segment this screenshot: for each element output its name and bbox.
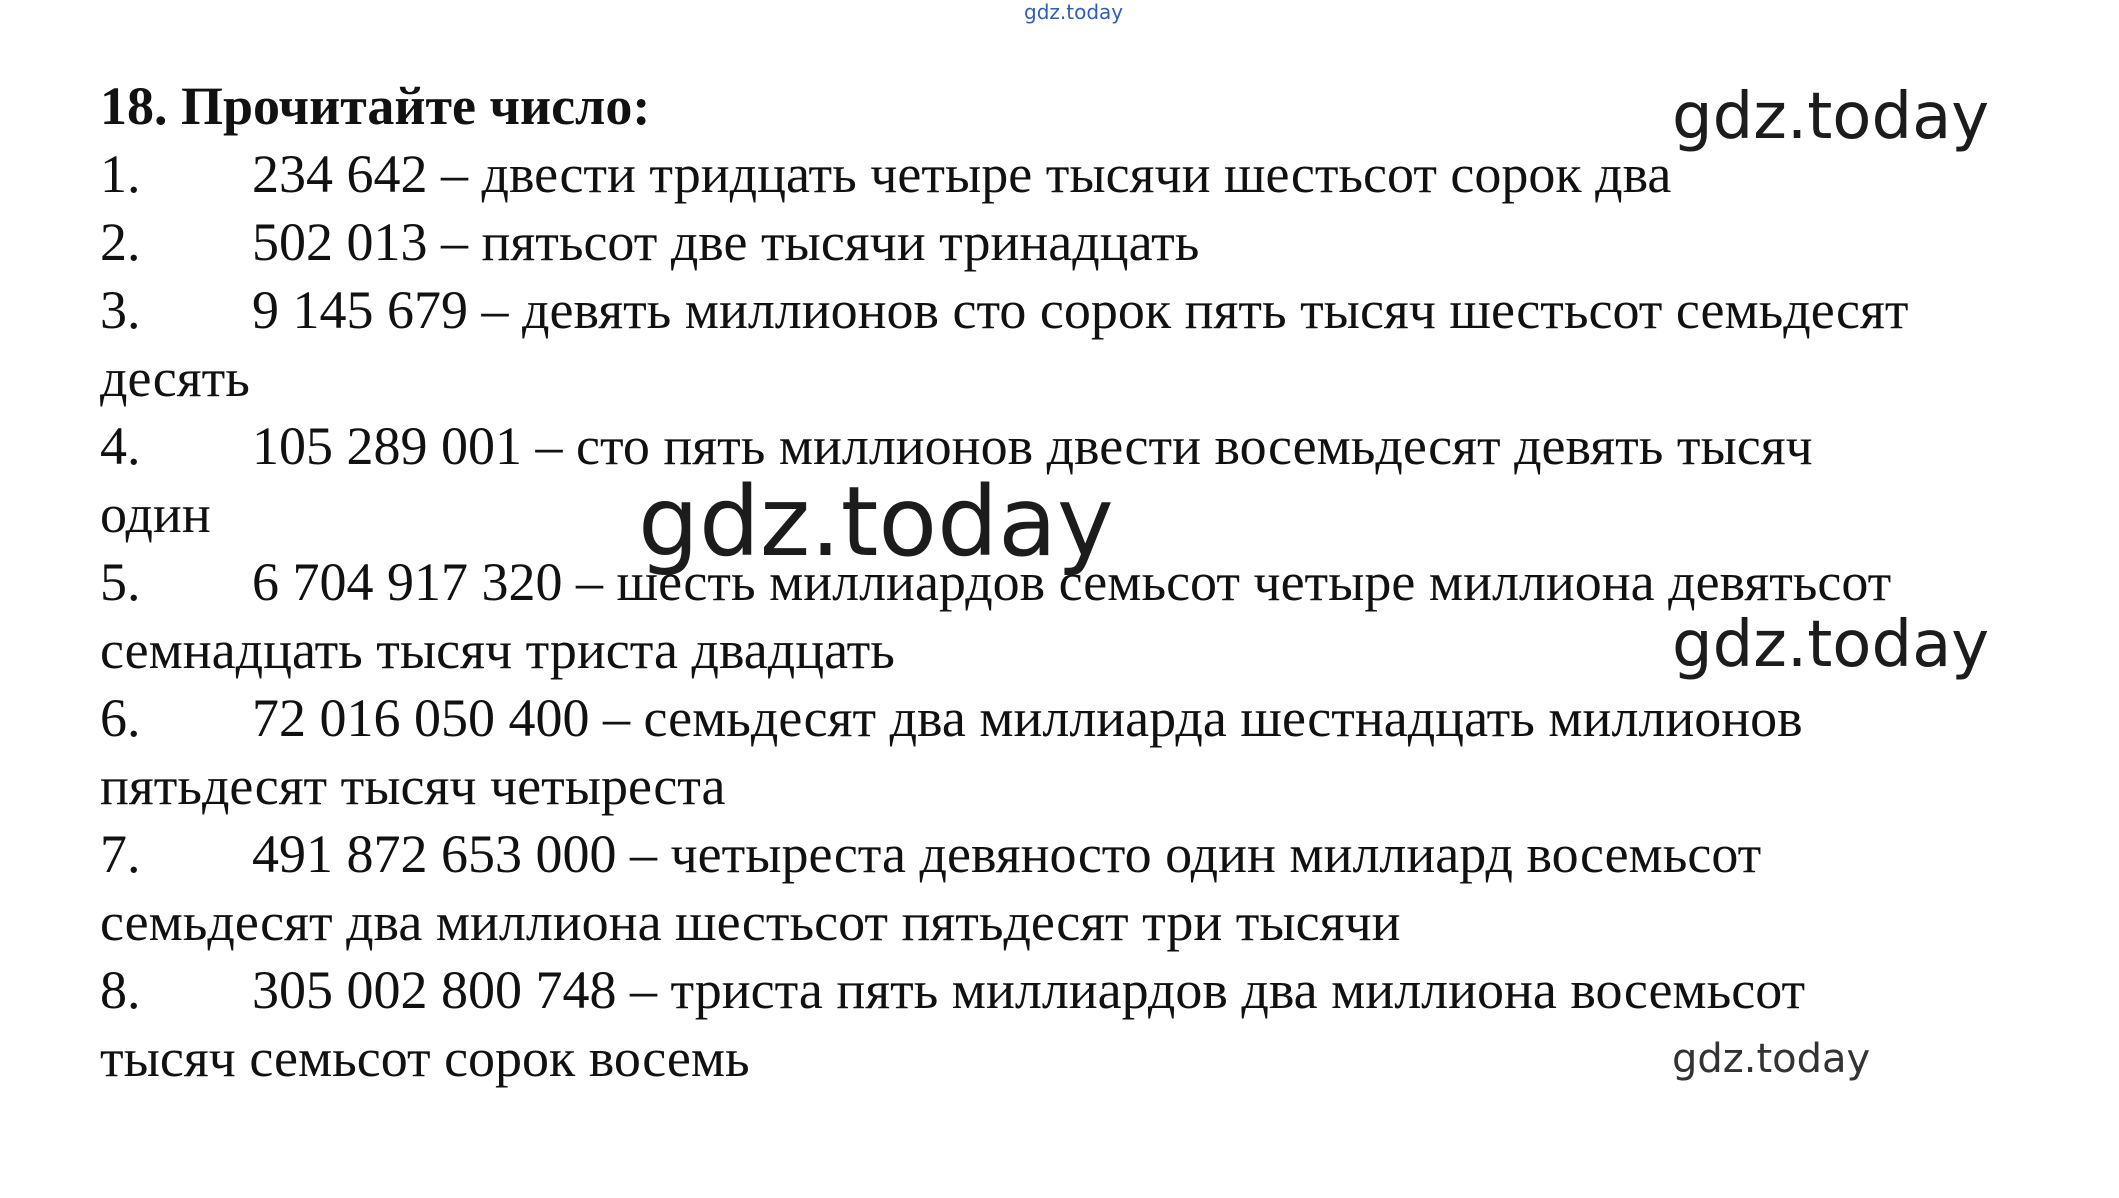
item-text: 105 289 001 – сто пять миллионов двести восемьдесят девять тысяч (252, 416, 1813, 476)
list-item (100, 820, 2090, 888)
list-item-continuation: один (100, 484, 211, 544)
watermark: gdz.today (1672, 1036, 1871, 1082)
list-item-continuation: тысяч семьсот сорок восемь (100, 1028, 750, 1088)
exercise-content (100, 72, 2090, 1092)
list-item-continuation: семьдесят два миллиона шестьсот пятьдесят три тысячи (100, 892, 1401, 952)
item-number: 2. (100, 212, 141, 272)
item-text: 491 872 653 000 – четыреста девяносто один миллиард восемьсот (252, 824, 1762, 884)
item-number: 6. (100, 688, 141, 748)
list-item-continuation: пятьдесят тысяч четыреста (100, 756, 726, 816)
item-number: 3. (100, 280, 141, 340)
list-item-continuation: семнадцать тысяч триста двадцать (100, 620, 895, 680)
header-watermark: gdz.today (1024, 0, 1124, 24)
item-text: 72 016 050 400 – семьдесят два миллиарда шестнадцать миллионов (252, 688, 1803, 748)
list-item (100, 208, 2090, 276)
item-text: 6 704 917 320 – шесть миллиардов семьсот четыре миллиона девятьсот (252, 552, 1892, 612)
item-number: 8. (100, 960, 141, 1020)
item-number: 1. (100, 144, 141, 204)
list-item-continuation: десять (100, 348, 250, 408)
item-number: 7. (100, 824, 141, 884)
item-text: 305 002 800 748 – триста пять миллиардов два миллиона восемьсот (252, 960, 1806, 1020)
item-number: 5. (100, 552, 141, 612)
exercise-title: 18. Прочитайте число: (100, 76, 651, 136)
list-item (100, 276, 2090, 344)
list-item (100, 956, 2090, 1024)
watermark: gdz.today (638, 466, 1114, 578)
list-item (100, 684, 2090, 752)
watermark: gdz.today (1672, 80, 1990, 154)
item-text: 234 642 – двести тридцать четыре тысячи шестьсот сорок два (252, 144, 1672, 204)
item-number: 4. (100, 416, 141, 476)
item-text: 9 145 679 – девять миллионов сто сорок пять тысяч шестьсот семьдесят (252, 280, 1909, 340)
watermark: gdz.today (1672, 608, 1990, 682)
item-text: 502 013 – пятьсот две тысячи тринадцать (252, 212, 1200, 272)
